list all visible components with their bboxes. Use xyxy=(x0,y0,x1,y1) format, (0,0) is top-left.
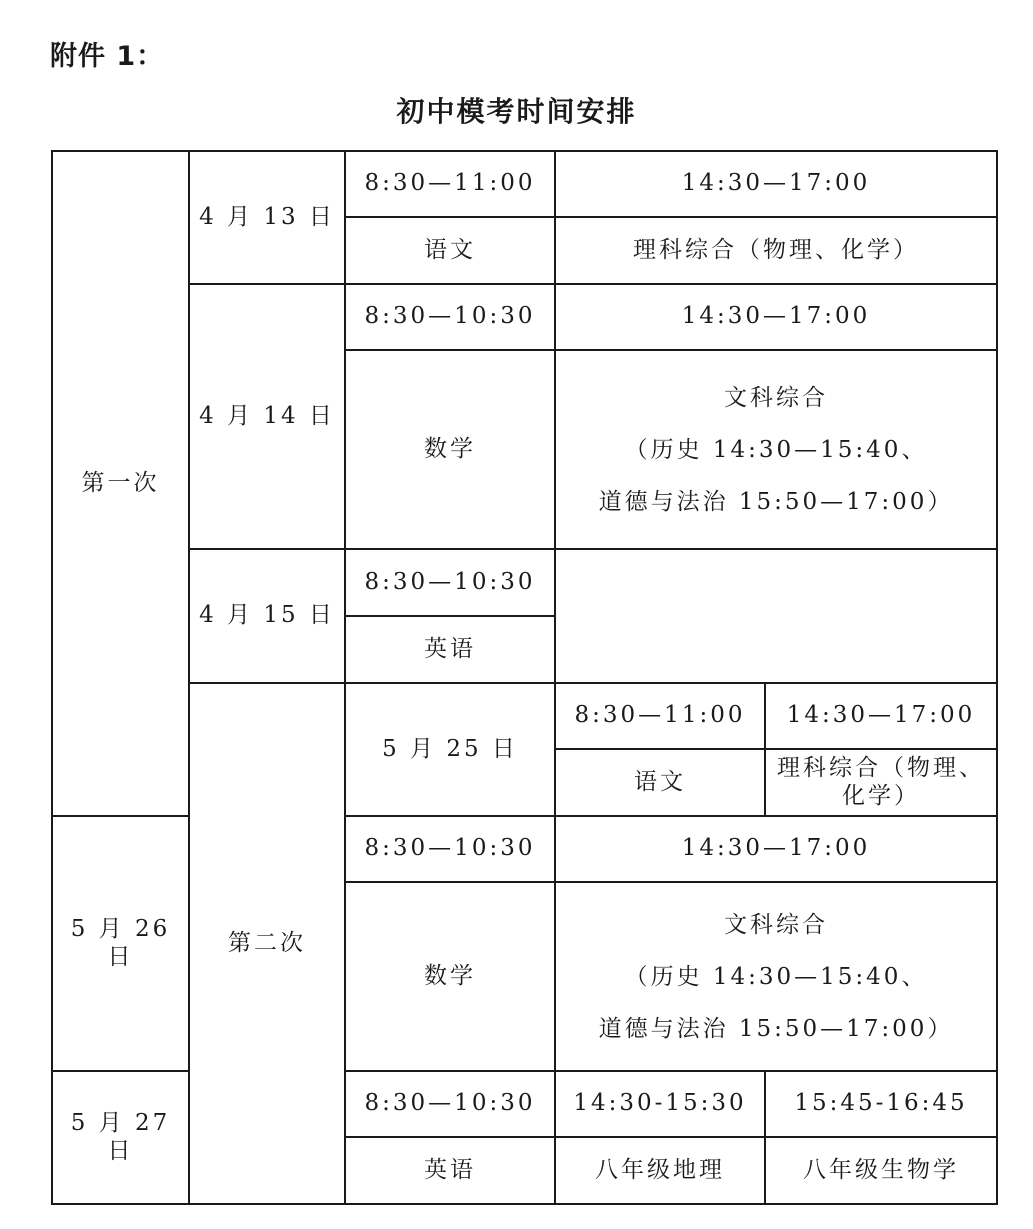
date-cell: 4 月 13 日 xyxy=(189,151,345,284)
date-cell: 5 月 27 日 xyxy=(52,1071,189,1204)
afternoon-subject-cell: 理科综合（物理、化学） xyxy=(555,217,997,284)
morning-time-cell: 8:30—10:30 xyxy=(345,284,555,350)
morning-time-cell: 8:30—10:30 xyxy=(345,816,555,882)
afternoon-subject-line: （历史 14:30—15:40、 xyxy=(624,963,928,990)
afternoon-time-cell: 14:30—17:00 xyxy=(555,151,997,217)
round-label: 第二次 xyxy=(189,683,345,1204)
table-row xyxy=(52,284,997,350)
morning-subject-cell: 语文 xyxy=(345,217,555,284)
table-row xyxy=(52,151,997,217)
date-cell: 4 月 14 日 xyxy=(189,284,345,549)
round-label: 第一次 xyxy=(52,151,189,816)
page-title: 初中模考时间安排 xyxy=(396,95,637,128)
afternoon-time-cell: 14:30-15:30 xyxy=(555,1071,765,1137)
afternoon-subject-line: 道德与法治 15:50—17:00） xyxy=(598,488,954,515)
morning-time-cell: 8:30—11:00 xyxy=(345,151,555,217)
afternoon-subject-cell xyxy=(555,350,997,549)
date-cell: 5 月 25 日 xyxy=(345,683,555,816)
morning-subject-cell: 数学 xyxy=(345,882,555,1071)
afternoon-subject-line: （历史 14:30—15:40、 xyxy=(624,436,928,463)
exam-schedule-table xyxy=(51,150,998,1205)
attachment-label: 附件 1： xyxy=(50,41,165,72)
afternoon-subject-cell: 八年级生物学 xyxy=(765,1137,997,1204)
afternoon-subject-cell xyxy=(555,882,997,1071)
afternoon-subject-line: 文科综合 xyxy=(724,384,828,411)
afternoon-time-cell: 15:45-16:45 xyxy=(765,1071,997,1137)
afternoon-time-cell: 14:30—17:00 xyxy=(555,284,997,350)
morning-subject-cell: 英语 xyxy=(345,616,555,683)
afternoon-subject-cell: 理科综合（物理、化学） xyxy=(765,749,997,816)
morning-subject-cell: 英语 xyxy=(345,1137,555,1204)
afternoon-time-cell: 14:30—17:00 xyxy=(555,816,997,882)
afternoon-subject-line: 文科综合 xyxy=(724,911,828,938)
table-row xyxy=(52,683,997,749)
date-cell: 4 月 15 日 xyxy=(189,549,345,683)
date-cell: 5 月 26 日 xyxy=(52,816,189,1071)
morning-time-cell: 8:30—10:30 xyxy=(345,549,555,616)
empty-afternoon-cell xyxy=(555,549,997,683)
afternoon-subject-cell: 八年级地理 xyxy=(555,1137,765,1204)
table-row xyxy=(52,549,997,616)
morning-time-cell: 8:30—10:30 xyxy=(345,1071,555,1137)
morning-subject-cell: 语文 xyxy=(555,749,765,816)
afternoon-time-cell: 14:30—17:00 xyxy=(765,683,997,749)
morning-subject-cell: 数学 xyxy=(345,350,555,549)
afternoon-subject-line: 道德与法治 15:50—17:00） xyxy=(598,1015,954,1042)
morning-time-cell: 8:30—11:00 xyxy=(555,683,765,749)
